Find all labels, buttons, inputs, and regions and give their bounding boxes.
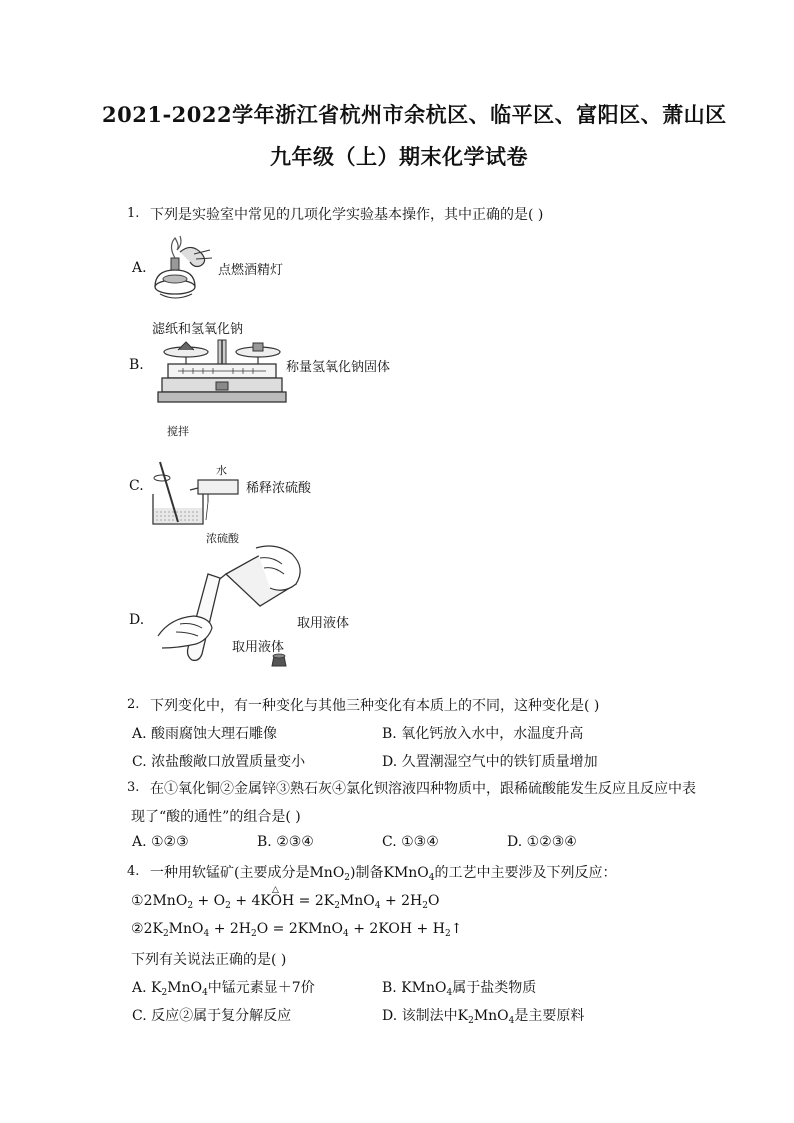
q1-number: 1. xyxy=(127,206,140,221)
q2-option-a: A. 酸雨腐蚀大理石雕像 xyxy=(132,726,278,742)
q1-option-b-caption: 称量氢氧化钠固体 xyxy=(286,360,391,375)
q1-stem: 下列是实验室中常见的几项化学实验基本操作，其中正确的是( ) xyxy=(150,207,544,223)
q3-option-a: A. ①②③ xyxy=(132,834,189,850)
q3-option-c: C. ①③④ xyxy=(382,834,439,850)
balance-figure xyxy=(158,338,286,418)
q3-number: 3. xyxy=(127,780,140,795)
q4-question: 下列有关说法正确的是( ) xyxy=(131,952,287,968)
q1-option-b-top-label: 滤纸和氢氧化钠 xyxy=(152,322,244,337)
q1-option-c-bottom-label: 浓硫酸 xyxy=(206,532,239,545)
q1-option-b-letter: B. xyxy=(129,357,144,373)
q1-option-c-letter: C. xyxy=(129,478,144,494)
q3-stem-line-2: 现了“酸的通性”的组合是( ) xyxy=(131,809,301,825)
title-line-1: 2021-2022学年浙江省杭州市余杭区、临平区、富阳区、萧山区 xyxy=(102,102,727,127)
equation-1: ①2MnO$_2$ + $O_2 + 4KOH = 2K_2MnO_4 + 2H_2O$ xyxy=(131,893,440,911)
q2-option-d: D. 久置潮湿空气中的铁钉质量增加 xyxy=(382,754,598,770)
q4-stem: 一种用软锰矿(主要成分是MnO$_2$)制备KMnO$_4$的工艺中主要涉及下列反应： xyxy=(150,865,617,883)
q1-option-c-caption: 稀释浓硫酸 xyxy=(246,481,312,496)
q2-option-b: B. 氧化钙放入水中，水温度升高 xyxy=(382,726,584,742)
title-line-2: 九年级（上）期末化学试卷 xyxy=(270,144,528,169)
q4-option-c: C. 反应②属于复分解反应 xyxy=(132,1008,292,1024)
q4-option-a: A. $K_2MnO_4$中锰元素显＋7价 xyxy=(132,980,315,998)
q4-option-d: D. 该制法中$K_2MnO_4$是主要原料 xyxy=(382,1008,585,1026)
q4-number: 4. xyxy=(127,864,140,879)
q1-option-d-caption: 取用液体 xyxy=(297,616,350,631)
q3-option-b: B. ②③④ xyxy=(257,834,314,850)
q3-option-d: D. ①②③④ xyxy=(507,834,577,850)
alcohol-lamp-figure xyxy=(150,232,220,304)
dilution-figure xyxy=(148,458,248,532)
q4-option-b: B. KMnO$_4$属于盐类物质 xyxy=(382,980,537,998)
q2-option-c: C. 浓盐酸敞口放置质量变小 xyxy=(132,754,306,770)
q1-option-c-water-label: 水 xyxy=(216,464,227,477)
q2-number: 2. xyxy=(127,697,140,712)
q1-option-b-bottom-label: 搅拌 xyxy=(167,425,189,438)
q1-option-a-caption: 点燃酒精灯 xyxy=(218,263,284,278)
equation-2: $②2K_2MnO_4 + 2H_2O$ = 2KMnO$_4$ + $2KOH + H_2↑$ xyxy=(131,921,463,939)
q3-stem-line-1: 在①氧化铜②金属锌③熟石灰④氯化钡溶液四种物质中，跟稀硫酸能发生反应且反应中表 xyxy=(150,781,696,797)
q1-option-a-letter: A. xyxy=(132,260,147,276)
heat-symbol: △ xyxy=(272,885,279,895)
q2-stem: 下列变化中，有一种变化与其他三种变化有本质上的不同，这种变化是( ) xyxy=(150,698,600,714)
q1-option-d-letter: D. xyxy=(129,612,145,628)
q1-option-d-caption-2: 取用液体 xyxy=(232,640,285,655)
